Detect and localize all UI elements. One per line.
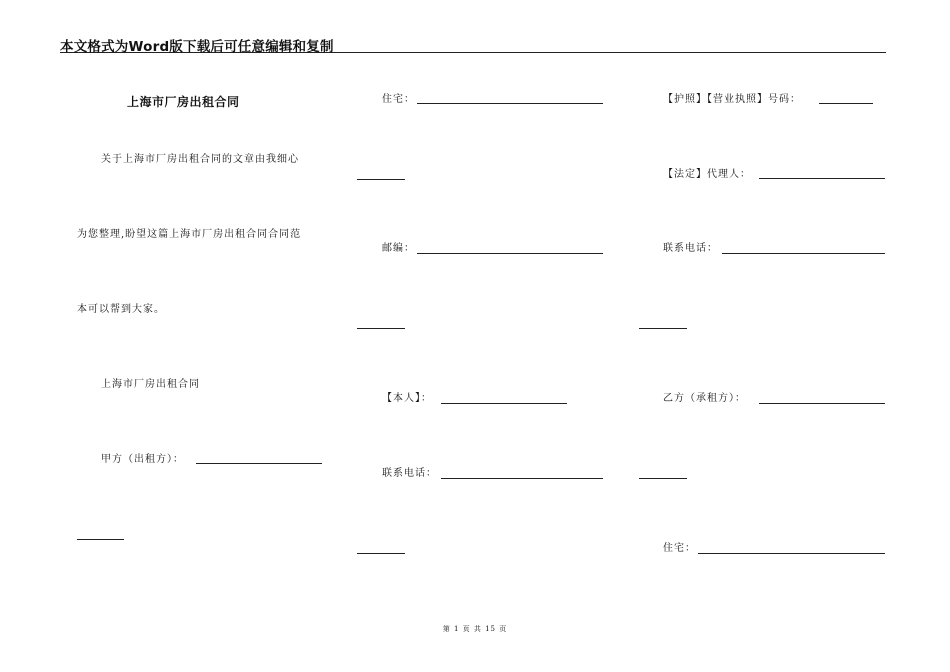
intro-line-3: 本可以帮到大家。: [77, 304, 165, 315]
party-b-label: 乙方（承租方）：: [663, 393, 746, 404]
postcode-blank: [417, 253, 603, 254]
passport-license-label: 【护照】【营业执照】号码：: [663, 94, 801, 105]
address-blank-b: [698, 553, 885, 554]
intro-line-1: 关于上海市厂房出租合同的文章由我细心: [101, 154, 299, 165]
party-a-blank-continued: [77, 539, 124, 540]
party-a-label: 甲方（出租方）：: [101, 454, 184, 465]
phone-label-a: 联系电话：: [382, 468, 437, 479]
address-label-b: 住宅：: [663, 543, 696, 554]
person-label: 【本人】：: [382, 393, 432, 404]
phone-blank-rep-continued: [639, 328, 687, 329]
legal-rep-label: 【法定】代理人：: [663, 169, 751, 180]
page-number: 第 1 页 共 15 页: [442, 625, 508, 633]
header-title: 本文格式为Word版下载后可任意编辑和复制: [60, 39, 334, 55]
contract-subtitle: 上海市厂房出租合同: [101, 379, 200, 390]
intro-line-2: 为您整理,盼望这篇上海市厂房出租合同合同范: [77, 229, 302, 240]
party-b-blank-continued: [639, 478, 687, 479]
party-a-blank: [196, 463, 322, 464]
document-header: [60, 34, 886, 53]
postcode-blank-continued: [357, 328, 405, 329]
phone-label-rep: 联系电话：: [663, 243, 718, 254]
postcode-label: 邮编：: [382, 243, 415, 254]
party-b-blank: [759, 403, 885, 404]
passport-license-blank: [819, 103, 873, 104]
person-blank: [441, 403, 567, 404]
phone-blank-rep: [722, 253, 885, 254]
legal-rep-blank: [759, 178, 885, 179]
document-title: 上海市厂房出租合同: [127, 95, 240, 109]
address-blank-continued: [357, 179, 405, 180]
address-label: 住宅：: [382, 94, 415, 105]
address-blank: [417, 103, 603, 104]
phone-blank-a: [441, 478, 603, 479]
phone-blank-a-continued: [357, 553, 405, 554]
